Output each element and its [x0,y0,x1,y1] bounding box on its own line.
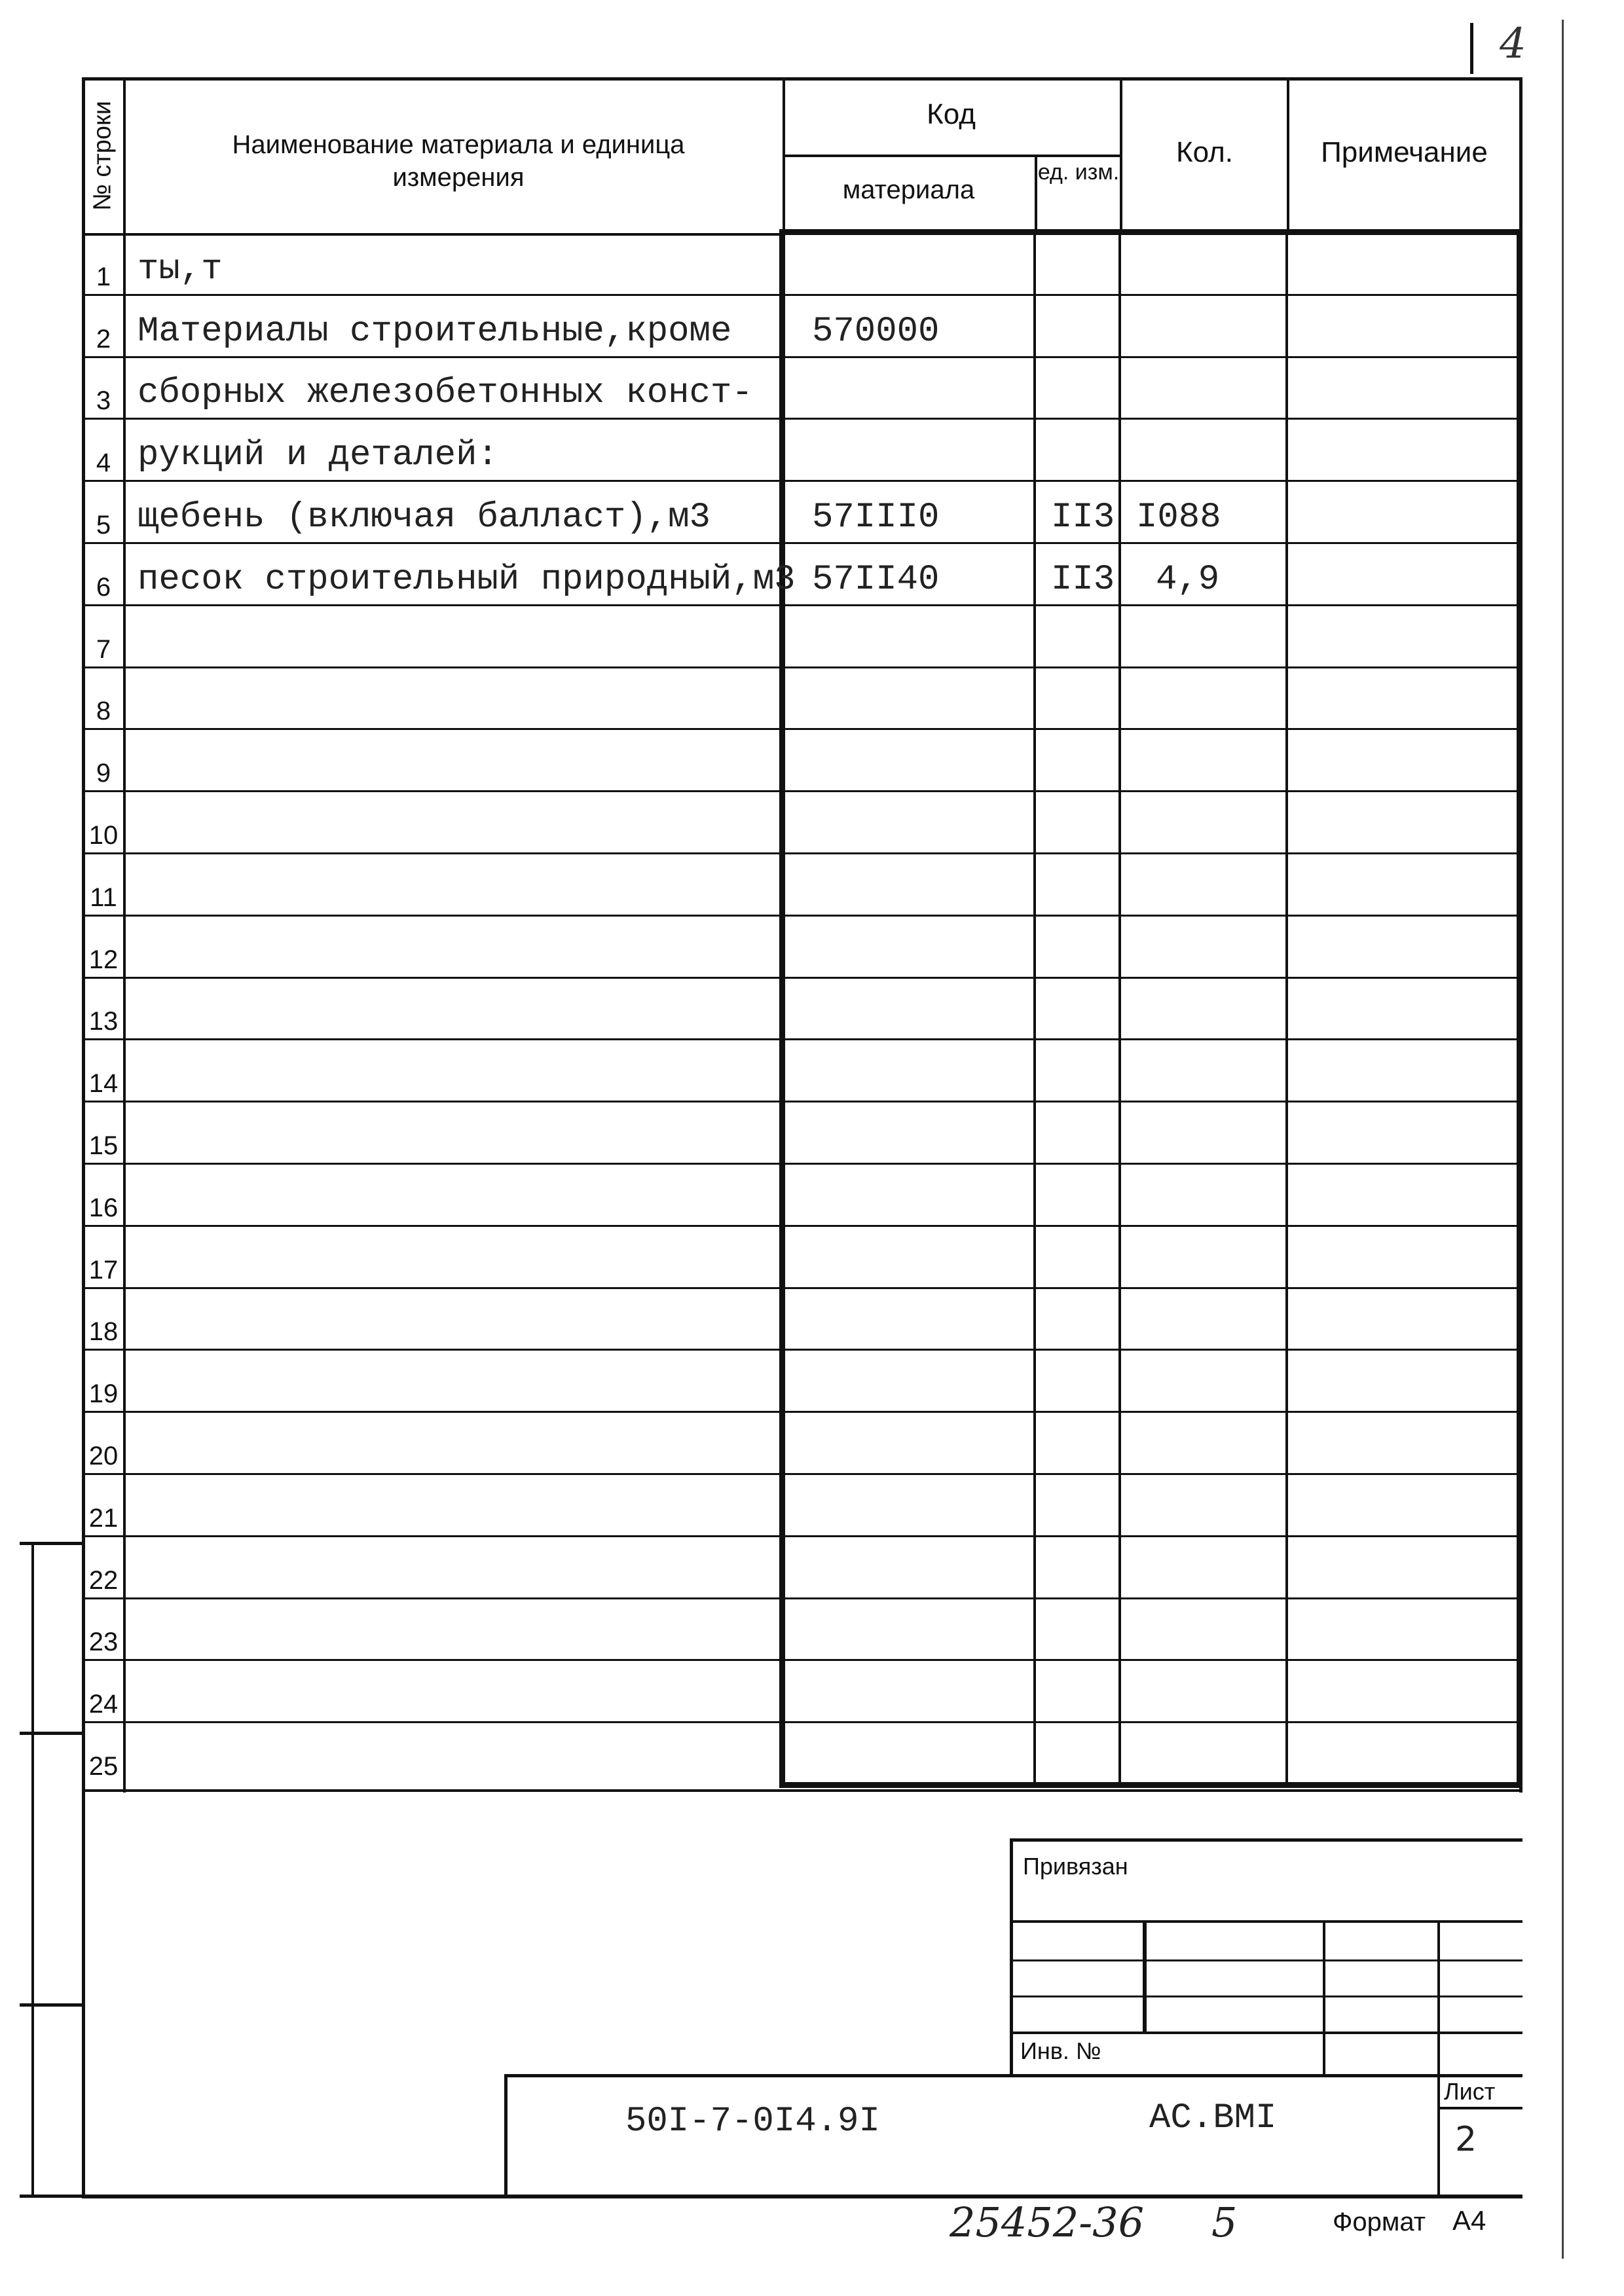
row-number: 22 [88,1565,119,1595]
table-row [82,1412,1522,1474]
sheet-label-line [1437,2107,1522,2109]
row-number: 16 [88,1193,119,1222]
margin-line-3 [20,2003,85,2007]
table-row [82,1722,1522,1785]
table-bottom-line [82,1789,1522,1792]
table-row [82,606,1522,668]
row-number: 10 [88,820,119,850]
row-material-code: 570000 [812,311,940,352]
row-name: рукций и деталей: [138,435,498,476]
row-number: 25 [88,1751,119,1781]
row-number: 4 [96,448,111,478]
row-material-code: 57III0 [812,497,940,538]
stamp-line-3 [1010,1995,1522,1997]
table-row [82,1164,1522,1226]
row-number: 11 [90,883,117,912]
row-number: 19 [88,1379,119,1409]
table-row [82,419,1522,481]
doc-code: 50I-7-0I4.9I [625,2102,880,2141]
frame-bottom-line [82,2195,1522,2198]
row-name: щебень (включая балласт),м3 [138,497,710,538]
table-row [82,854,1522,916]
table-row [82,792,1522,854]
table-row [82,357,1522,420]
stamp-vline-1 [1143,1920,1147,2033]
title-block-top [504,2074,1522,2077]
row-unit-code: II3 [1051,559,1115,600]
bound-label: Привязан [1023,1853,1128,1880]
table-row [82,295,1522,357]
row-number: 3 [96,386,111,416]
table-row [82,543,1522,606]
row-number: 7 [96,634,111,664]
row-number: 12 [88,945,119,974]
table-row [82,1474,1522,1537]
table-row [82,1537,1522,1599]
table-body [82,233,1522,1785]
table-row [82,233,1522,295]
sheet-value: 2 [1455,2120,1477,2159]
handwritten-archive-number: 25452-36 [950,2198,1145,2246]
row-number: 15 [88,1131,119,1160]
name-header: Наименование материала и единица измерения [232,130,685,192]
sheet-label: Лист [1444,2078,1496,2105]
row-unit-code: II3 [1051,497,1115,538]
margin-vertical [31,1542,34,2196]
note-header: Примечание [1321,136,1488,168]
row-number: 17 [88,1255,119,1285]
row-number: 23 [88,1628,119,1657]
row-number: 9 [96,759,111,788]
stamp-vline-3 [1437,1920,1440,2195]
stamp-line-4 [1010,2032,1522,2034]
table-row [82,916,1522,978]
table-row [82,729,1522,792]
doc-mark: АС.ВМI [1149,2098,1277,2138]
row-number: 14 [88,1069,119,1099]
row-name: ты,т [138,249,223,289]
code-material-header: материала [842,175,975,204]
stamp-left-line [1010,1838,1013,2074]
table-row [82,978,1522,1040]
table-row [82,1102,1522,1164]
handwritten-page-number: 4 [1500,20,1526,68]
row-name: сборных железобетонных конст- [138,373,753,414]
inv-label: Инв. № [1020,2037,1101,2064]
stamp-vline-2 [1323,1920,1325,2074]
row-material-code: 57II40 [812,559,940,600]
table-row [82,1350,1522,1412]
row-number: 18 [88,1317,119,1347]
row-quantity: 4,9 [1156,559,1220,600]
table-row [82,1040,1522,1102]
code-subheader-line [783,155,1120,157]
row-number: 13 [88,1007,119,1036]
table-row [82,1599,1522,1661]
row-number: 20 [88,1441,119,1470]
right-margin-line [1562,20,1564,2259]
margin-line-1 [20,1542,85,1545]
stamp-line-1 [1010,1920,1522,1923]
table-row [82,481,1522,543]
row-name: песок строительный природный,м3 [138,559,796,600]
row-number: 2 [96,324,111,354]
row-name: Материалы строительные,кроме [138,311,732,352]
margin-line-4 [20,2195,85,2198]
stamp-line-2 [1010,1959,1522,1961]
format-value: А4 [1452,2205,1486,2236]
title-block-left [504,2074,507,2195]
stamp-top-line [1010,1838,1522,1842]
handwritten-digit: 5 [1211,2198,1238,2246]
table-row [82,1226,1522,1288]
table-row [82,1288,1522,1351]
table-row [82,668,1522,730]
row-number: 5 [96,510,111,539]
row-quantity: I088 [1136,497,1221,538]
corner-tick [1470,23,1473,74]
row-number: 24 [88,1690,119,1719]
code-header: Код [927,98,976,130]
row-number: 8 [96,697,111,726]
format-label: Формат [1333,2208,1426,2236]
margin-line-2 [20,1732,85,1735]
row-number: 6 [96,572,111,602]
qty-header: Кол. [1175,136,1234,168]
row-no-header: № строки [88,101,116,211]
code-unit-header: ед. изм. [1037,160,1120,185]
row-number: 21 [88,1503,119,1533]
table-row [82,1660,1522,1722]
row-number: 1 [96,262,111,291]
